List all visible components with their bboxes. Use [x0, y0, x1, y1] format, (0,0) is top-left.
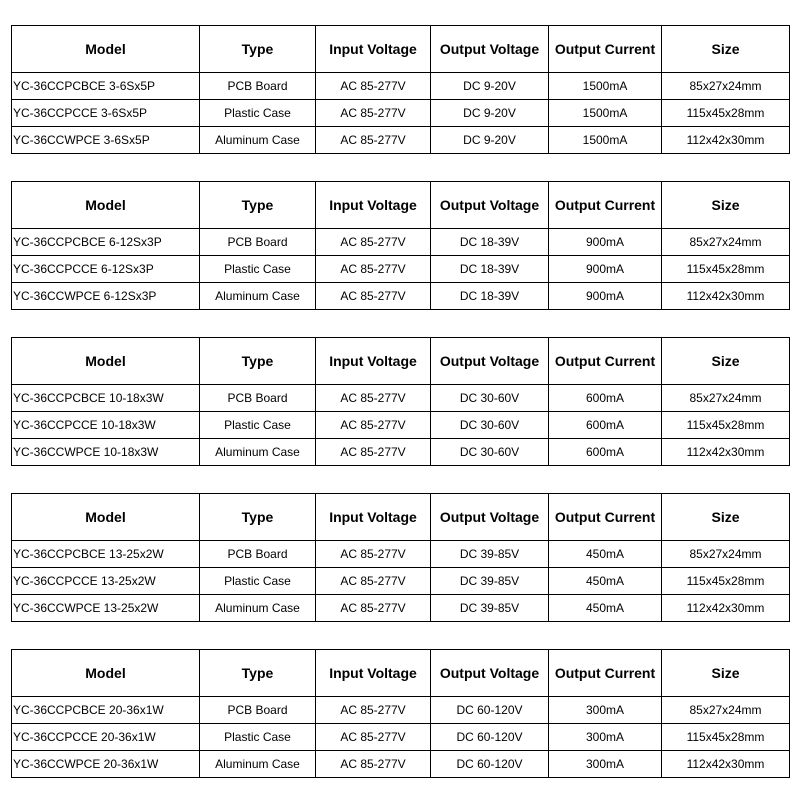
header-row: [12, 26, 790, 73]
header-output-current: Output Current: [549, 26, 662, 73]
header-row: [12, 650, 790, 697]
cell-input-voltage: AC 85-277V: [316, 385, 431, 412]
table-row: [12, 724, 790, 751]
header-input-voltage: Input Voltage: [316, 26, 431, 73]
table-row: [12, 385, 790, 412]
header-size: Size: [662, 494, 790, 541]
cell-model: YC-36CCPCBCE 20-36x1W: [12, 697, 200, 724]
cell-output-voltage: DC 9-20V: [431, 73, 549, 100]
table-row: [12, 283, 790, 310]
header-input-voltage: Input Voltage: [316, 182, 431, 229]
table-row: [12, 541, 790, 568]
cell-input-voltage: AC 85-277V: [316, 697, 431, 724]
spec-table: [11, 337, 790, 466]
cell-type: Aluminum Case: [200, 439, 316, 466]
cell-output-voltage: DC 60-120V: [431, 751, 549, 778]
cell-input-voltage: AC 85-277V: [316, 73, 431, 100]
header-model: Model: [12, 494, 200, 541]
header-size: Size: [662, 338, 790, 385]
header-size: Size: [662, 650, 790, 697]
header-row: [12, 494, 790, 541]
header-input-voltage: Input Voltage: [316, 338, 431, 385]
cell-input-voltage: AC 85-277V: [316, 256, 431, 283]
header-input-voltage: Input Voltage: [316, 494, 431, 541]
cell-size: 112x42x30mm: [662, 439, 790, 466]
cell-output-voltage: DC 18-39V: [431, 229, 549, 256]
cell-model: YC-36CCWPCE 6-12Sx3P: [12, 283, 200, 310]
cell-output-voltage: DC 30-60V: [431, 439, 549, 466]
cell-input-voltage: AC 85-277V: [316, 541, 431, 568]
header-output-current: Output Current: [549, 182, 662, 229]
header-input-voltage: Input Voltage: [316, 650, 431, 697]
cell-model: YC-36CCPCCE 3-6Sx5P: [12, 100, 200, 127]
cell-size: 85x27x24mm: [662, 697, 790, 724]
header-output-voltage: Output Voltage: [431, 494, 549, 541]
cell-type: Aluminum Case: [200, 283, 316, 310]
header-model: Model: [12, 26, 200, 73]
cell-model: YC-36CCPCCE 6-12Sx3P: [12, 256, 200, 283]
cell-output-current: 1500mA: [549, 73, 662, 100]
table-row: [12, 73, 790, 100]
table-row: [12, 127, 790, 154]
header-type: Type: [200, 494, 316, 541]
cell-type: Aluminum Case: [200, 751, 316, 778]
cell-output-current: 450mA: [549, 595, 662, 622]
cell-output-current: 450mA: [549, 568, 662, 595]
cell-input-voltage: AC 85-277V: [316, 283, 431, 310]
cell-output-voltage: DC 30-60V: [431, 385, 549, 412]
header-type: Type: [200, 26, 316, 73]
cell-type: PCB Board: [200, 541, 316, 568]
table-row: [12, 100, 790, 127]
header-size: Size: [662, 182, 790, 229]
cell-type: Aluminum Case: [200, 127, 316, 154]
cell-model: YC-36CCPCBCE 13-25x2W: [12, 541, 200, 568]
cell-input-voltage: AC 85-277V: [316, 751, 431, 778]
spec-table: [11, 181, 790, 310]
cell-output-current: 300mA: [549, 724, 662, 751]
cell-output-voltage: DC 30-60V: [431, 412, 549, 439]
header-output-voltage: Output Voltage: [431, 182, 549, 229]
cell-output-voltage: DC 39-85V: [431, 541, 549, 568]
header-type: Type: [200, 182, 316, 229]
cell-size: 115x45x28mm: [662, 100, 790, 127]
cell-size: 112x42x30mm: [662, 751, 790, 778]
cell-model: YC-36CCPCBCE 3-6Sx5P: [12, 73, 200, 100]
cell-size: 112x42x30mm: [662, 127, 790, 154]
cell-model: YC-36CCPCCE 10-18x3W: [12, 412, 200, 439]
cell-output-current: 1500mA: [549, 127, 662, 154]
header-output-current: Output Current: [549, 494, 662, 541]
cell-size: 115x45x28mm: [662, 412, 790, 439]
header-row: [12, 182, 790, 229]
header-row: [12, 338, 790, 385]
cell-size: 115x45x28mm: [662, 724, 790, 751]
cell-input-voltage: AC 85-277V: [316, 439, 431, 466]
cell-input-voltage: AC 85-277V: [316, 412, 431, 439]
table-row: [12, 595, 790, 622]
cell-model: YC-36CCWPCE 3-6Sx5P: [12, 127, 200, 154]
cell-output-current: 600mA: [549, 412, 662, 439]
cell-input-voltage: AC 85-277V: [316, 724, 431, 751]
cell-size: 85x27x24mm: [662, 541, 790, 568]
cell-output-voltage: DC 39-85V: [431, 568, 549, 595]
cell-input-voltage: AC 85-277V: [316, 568, 431, 595]
cell-model: YC-36CCWPCE 13-25x2W: [12, 595, 200, 622]
cell-size: 85x27x24mm: [662, 385, 790, 412]
cell-output-voltage: DC 18-39V: [431, 256, 549, 283]
spec-table: [11, 493, 790, 622]
table-row: [12, 568, 790, 595]
cell-input-voltage: AC 85-277V: [316, 229, 431, 256]
cell-output-current: 900mA: [549, 256, 662, 283]
cell-input-voltage: AC 85-277V: [316, 127, 431, 154]
header-output-current: Output Current: [549, 650, 662, 697]
cell-model: YC-36CCPCCE 20-36x1W: [12, 724, 200, 751]
header-output-voltage: Output Voltage: [431, 338, 549, 385]
table-row: [12, 697, 790, 724]
cell-output-current: 300mA: [549, 697, 662, 724]
cell-output-voltage: DC 18-39V: [431, 283, 549, 310]
table-row: [12, 751, 790, 778]
cell-output-voltage: DC 9-20V: [431, 127, 549, 154]
header-size: Size: [662, 26, 790, 73]
cell-size: 115x45x28mm: [662, 568, 790, 595]
cell-type: PCB Board: [200, 229, 316, 256]
table-row: [12, 256, 790, 283]
cell-size: 112x42x30mm: [662, 595, 790, 622]
cell-model: YC-36CCPCBCE 6-12Sx3P: [12, 229, 200, 256]
cell-type: Aluminum Case: [200, 595, 316, 622]
header-model: Model: [12, 338, 200, 385]
table-row: [12, 229, 790, 256]
header-type: Type: [200, 338, 316, 385]
header-type: Type: [200, 650, 316, 697]
cell-type: PCB Board: [200, 385, 316, 412]
cell-output-voltage: DC 39-85V: [431, 595, 549, 622]
cell-output-voltage: DC 60-120V: [431, 724, 549, 751]
cell-input-voltage: AC 85-277V: [316, 100, 431, 127]
cell-output-current: 300mA: [549, 751, 662, 778]
header-model: Model: [12, 182, 200, 229]
header-model: Model: [12, 650, 200, 697]
table-row: [12, 412, 790, 439]
cell-type: Plastic Case: [200, 568, 316, 595]
cell-output-voltage: DC 9-20V: [431, 100, 549, 127]
cell-output-current: 900mA: [549, 283, 662, 310]
header-output-current: Output Current: [549, 338, 662, 385]
cell-size: 85x27x24mm: [662, 73, 790, 100]
cell-model: YC-36CCPCCE 13-25x2W: [12, 568, 200, 595]
cell-size: 115x45x28mm: [662, 256, 790, 283]
cell-type: Plastic Case: [200, 724, 316, 751]
cell-output-current: 1500mA: [549, 100, 662, 127]
cell-output-current: 450mA: [549, 541, 662, 568]
cell-type: PCB Board: [200, 73, 316, 100]
header-output-voltage: Output Voltage: [431, 26, 549, 73]
cell-model: YC-36CCPCBCE 10-18x3W: [12, 385, 200, 412]
cell-size: 85x27x24mm: [662, 229, 790, 256]
cell-type: PCB Board: [200, 697, 316, 724]
cell-size: 112x42x30mm: [662, 283, 790, 310]
cell-type: Plastic Case: [200, 100, 316, 127]
cell-output-voltage: DC 60-120V: [431, 697, 549, 724]
cell-input-voltage: AC 85-277V: [316, 595, 431, 622]
cell-output-current: 600mA: [549, 439, 662, 466]
spec-table: [11, 649, 790, 778]
spec-table: [11, 25, 790, 154]
cell-type: Plastic Case: [200, 256, 316, 283]
table-row: [12, 439, 790, 466]
cell-type: Plastic Case: [200, 412, 316, 439]
header-output-voltage: Output Voltage: [431, 650, 549, 697]
cell-model: YC-36CCWPCE 20-36x1W: [12, 751, 200, 778]
cell-model: YC-36CCWPCE 10-18x3W: [12, 439, 200, 466]
cell-output-current: 600mA: [549, 385, 662, 412]
cell-output-current: 900mA: [549, 229, 662, 256]
